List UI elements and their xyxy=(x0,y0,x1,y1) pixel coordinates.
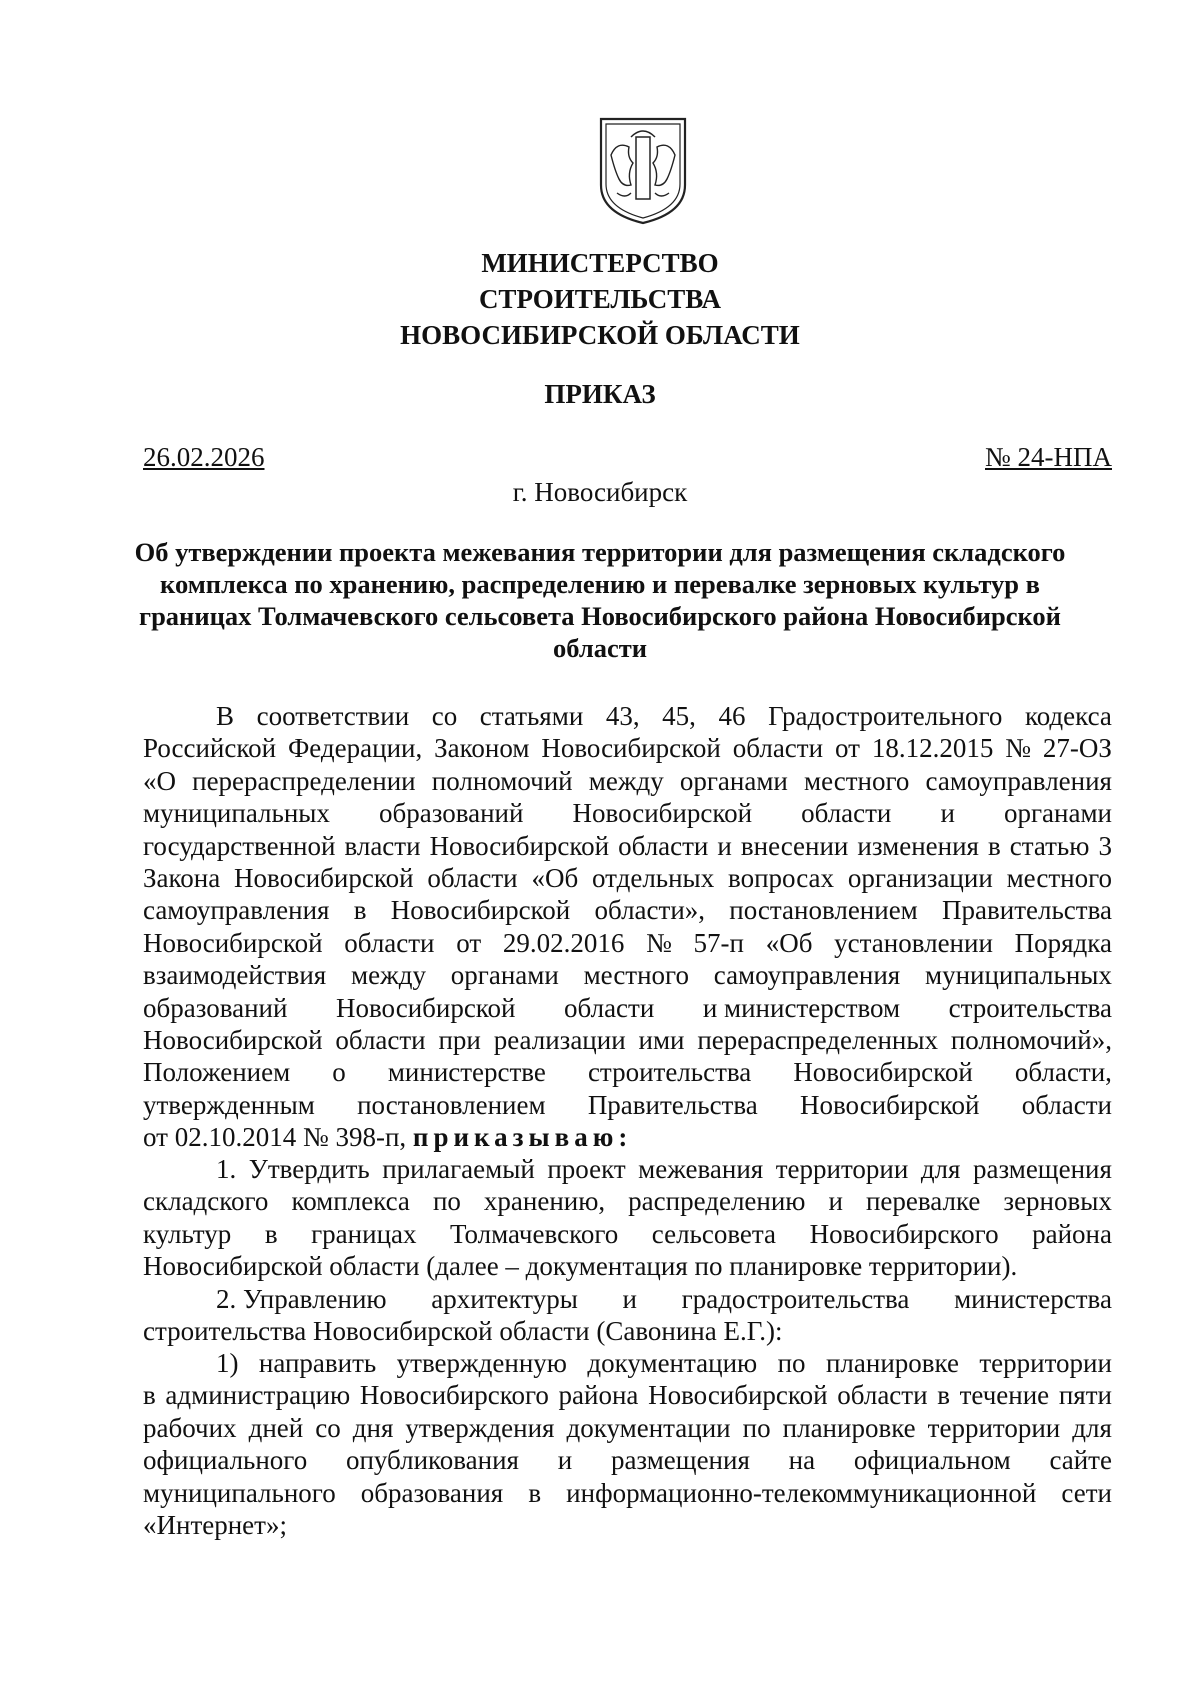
word: области xyxy=(732,733,824,764)
word: местного xyxy=(1006,863,1112,894)
word: 57-п xyxy=(693,927,744,958)
word: направить xyxy=(258,1348,377,1378)
word: статьями xyxy=(479,701,584,731)
word: официальном xyxy=(853,1445,1011,1476)
word: в xyxy=(528,1477,542,1508)
word: изменения xyxy=(857,830,979,861)
word: и xyxy=(940,798,955,829)
word: границах xyxy=(311,1218,417,1249)
word: культур xyxy=(143,1218,232,1249)
word: Градостроительного xyxy=(768,701,1003,731)
word: Новосибирской xyxy=(648,1380,828,1411)
word: Федерации, xyxy=(287,733,423,764)
word: Новосибирской xyxy=(793,1057,973,1088)
word: по xyxy=(777,1348,806,1378)
ministry-header-line: МИНИСТЕРСТВО xyxy=(481,248,719,278)
word: территории xyxy=(927,1412,1061,1443)
word: Правительства xyxy=(587,1089,758,1120)
word: В xyxy=(216,701,235,731)
word: в xyxy=(353,895,367,926)
word: Законом xyxy=(434,733,530,764)
word: 2. Управлению xyxy=(216,1283,387,1314)
word: Новосибирской xyxy=(143,927,323,958)
subject-line: комплекса по хранению, распределению и перевалке зерновых культур в xyxy=(160,569,1040,599)
word: складского xyxy=(143,1186,269,1217)
word: области xyxy=(344,927,435,958)
item-2-1-paragraph xyxy=(143,1347,1112,1541)
word: перевалке xyxy=(865,1186,981,1217)
preamble-line xyxy=(143,700,1112,732)
word: официального xyxy=(143,1445,308,1476)
word: 1) xyxy=(216,1348,239,1378)
word: 43, xyxy=(605,701,640,731)
word: Новосибирской xyxy=(541,733,721,764)
word: 3 xyxy=(1098,830,1112,861)
word: территории xyxy=(979,1348,1112,1378)
word: министерстве xyxy=(387,1057,546,1088)
word: области», xyxy=(594,895,706,926)
word: постановлением xyxy=(357,1089,546,1120)
word: Новосибирской xyxy=(390,895,571,926)
word: сети xyxy=(1061,1477,1112,1508)
word: в xyxy=(937,1380,950,1411)
word: Правительства xyxy=(942,895,1112,926)
word: проект xyxy=(547,1154,626,1184)
preamble-line xyxy=(143,992,1112,1024)
word: информационно-телекоммуникационной xyxy=(566,1477,1037,1508)
word: рабочих xyxy=(143,1412,237,1443)
word: образования xyxy=(360,1477,504,1508)
word: 1. xyxy=(216,1154,237,1184)
word: межевания xyxy=(638,1154,764,1184)
item-2-paragraph xyxy=(143,1315,1112,1347)
word: в xyxy=(143,1380,156,1411)
preamble-line xyxy=(143,1089,1112,1121)
item-1-line: Новосибирской области (далее – документация по планировке территории). xyxy=(143,1251,1018,1282)
coat-of-arms-emblem xyxy=(595,115,691,227)
word: документации xyxy=(566,1412,731,1443)
word: реализации xyxy=(493,1025,626,1056)
preamble-line xyxy=(143,862,1112,894)
ministry-header-line: НОВОСИБИРСКОЙ ОБЛАСТИ xyxy=(400,320,800,350)
preamble-line-start: от 02.10.2014 № 398-п, xyxy=(143,1122,407,1153)
word: Новосибирской xyxy=(143,1025,323,1056)
preamble-line xyxy=(143,732,1112,764)
word: администрацию xyxy=(165,1380,351,1411)
word: области xyxy=(427,863,518,894)
word: муниципального xyxy=(143,1477,336,1508)
word: от xyxy=(456,927,482,958)
word: статью xyxy=(1009,830,1090,861)
word: и xyxy=(557,1445,573,1476)
word: прилагаемый xyxy=(382,1154,535,1184)
word: утвержденную xyxy=(396,1348,567,1378)
word: 18.12.2015 xyxy=(871,733,994,764)
word: области xyxy=(564,992,655,1023)
word: № xyxy=(646,927,672,958)
word: в xyxy=(264,1218,278,1249)
word: течение xyxy=(959,1380,1050,1411)
word: Новосибирской xyxy=(234,863,414,894)
word: «О xyxy=(143,765,176,796)
word: «Об xyxy=(765,927,813,958)
word: муниципальных xyxy=(143,798,330,829)
word: Новосибирского xyxy=(359,1380,549,1411)
word: размещения xyxy=(972,1154,1112,1184)
word: Порядка xyxy=(1014,927,1112,958)
word: Толмачевского xyxy=(450,1218,619,1249)
word: Новосибирского xyxy=(809,1218,999,1249)
subject-line: области xyxy=(552,633,647,663)
word: внесении xyxy=(740,830,849,861)
preamble-line xyxy=(143,797,1112,829)
word: и министерством xyxy=(702,992,901,1023)
item-2-1-line xyxy=(143,1379,1112,1411)
word: со xyxy=(431,701,458,731)
word: в xyxy=(987,830,1001,861)
word: области xyxy=(1021,1089,1112,1120)
preamble-line xyxy=(143,894,1112,926)
preamble-line xyxy=(143,830,1112,862)
preamble-line xyxy=(143,1024,1112,1056)
preamble-line xyxy=(143,1056,1112,1088)
document-city: г. Новосибирск xyxy=(512,477,688,507)
word: отдельных xyxy=(592,863,715,894)
word: области xyxy=(618,830,709,861)
ministry-header xyxy=(0,245,1200,353)
word: полномочий xyxy=(431,765,573,796)
word: Новосибирской xyxy=(572,798,753,829)
word: местного xyxy=(804,765,910,796)
word: 45, xyxy=(662,701,696,731)
word: строительства xyxy=(948,992,1112,1023)
document-subject xyxy=(0,536,1200,664)
word: пяти xyxy=(1058,1380,1112,1411)
word: дней xyxy=(248,1412,304,1443)
word: дня xyxy=(352,1412,394,1443)
word: строительства xyxy=(587,1057,752,1088)
word: Новосибирской xyxy=(429,830,610,861)
item-1-line xyxy=(143,1218,1112,1250)
subject-line: границах Толмачевского сельсовета Новосибирского района Новосибирской xyxy=(139,601,1061,631)
word: района xyxy=(1032,1218,1112,1249)
word: организации xyxy=(847,863,993,894)
word: утвержденным xyxy=(143,1089,315,1120)
word: 46 xyxy=(718,701,746,731)
word: самоуправления xyxy=(713,960,901,991)
preamble-line xyxy=(143,959,1112,991)
word: власти xyxy=(344,830,421,861)
word: территории xyxy=(775,1154,909,1184)
word: района xyxy=(558,1380,639,1411)
word: и xyxy=(828,1186,843,1217)
preamble-line xyxy=(143,927,1112,959)
preamble-paragraph xyxy=(143,700,1112,1154)
word: органами xyxy=(679,765,788,796)
word: № xyxy=(1005,733,1031,764)
word: Утвердить xyxy=(248,1154,370,1184)
word: по xyxy=(432,1186,461,1217)
word: по xyxy=(742,1412,771,1443)
word: утверждения xyxy=(405,1412,555,1443)
item-2-1-line xyxy=(143,1347,1112,1379)
word: планировке xyxy=(782,1412,916,1443)
word: области xyxy=(335,1025,426,1056)
word: ими xyxy=(638,1025,685,1056)
word: планировке xyxy=(825,1348,959,1378)
word: перераспределенных xyxy=(697,1025,938,1056)
word: Новосибирской xyxy=(335,992,516,1023)
word: области, xyxy=(1014,1057,1112,1088)
item-1-paragraph xyxy=(143,1153,1112,1315)
item-1-line xyxy=(143,1153,1112,1185)
word: градостроительства xyxy=(681,1283,910,1314)
word: образований xyxy=(143,992,288,1023)
word: размещения xyxy=(610,1445,750,1476)
word: муниципальных xyxy=(925,960,1112,991)
word: 27-ОЗ xyxy=(1042,733,1112,764)
word: между xyxy=(351,960,426,991)
word: сайте xyxy=(1049,1445,1112,1476)
preamble-line xyxy=(143,765,1112,797)
word: архитектуры xyxy=(431,1283,578,1314)
document-number: № 24-НПА xyxy=(985,442,1112,472)
word: Новосибирской xyxy=(799,1089,980,1120)
item-2-1-line xyxy=(143,1477,1112,1509)
item-1-line xyxy=(143,1185,1112,1217)
word: взаимодействия xyxy=(143,960,327,991)
word: органами xyxy=(450,960,559,991)
word: образований xyxy=(379,798,524,829)
word: Закона xyxy=(143,863,221,894)
word: органами xyxy=(1003,798,1112,829)
item-2-line xyxy=(143,1283,1112,1315)
word: при xyxy=(438,1025,481,1056)
document-date: 26.02.2026 xyxy=(143,442,265,472)
word: для xyxy=(1072,1412,1112,1443)
word: хранению, xyxy=(483,1186,606,1217)
word: самоуправления xyxy=(143,895,330,926)
word: между xyxy=(588,765,664,796)
word: со xyxy=(315,1412,341,1443)
word: от xyxy=(834,733,860,764)
word: перераспределении xyxy=(192,765,416,796)
item-2-1-line xyxy=(143,1412,1112,1444)
word: области xyxy=(837,1380,928,1411)
word: местного xyxy=(583,960,689,991)
preamble-line xyxy=(143,1121,1112,1153)
item-2-1-line xyxy=(143,1444,1112,1476)
word: на xyxy=(788,1445,816,1476)
word: соответствии xyxy=(256,701,410,731)
word: 29.02.2016 xyxy=(502,927,625,958)
word: установлении xyxy=(834,927,993,958)
word: кодекса xyxy=(1024,701,1112,731)
word: министерства xyxy=(954,1283,1112,1314)
word: «Об xyxy=(531,863,579,894)
word: самоуправления xyxy=(925,765,1112,796)
item-2-line: строительства Новосибирской области (Савонина Е.Г.): xyxy=(143,1316,783,1346)
ministry-header-line: СТРОИТЕЛЬСТВА xyxy=(478,284,722,314)
word: области xyxy=(801,798,892,829)
word: о xyxy=(332,1057,346,1088)
word: распределению xyxy=(628,1186,806,1217)
word: Положением xyxy=(143,1057,291,1088)
word: и xyxy=(622,1283,637,1314)
word: зерновых xyxy=(1003,1186,1112,1217)
word: документацию xyxy=(587,1348,758,1378)
order-directive: приказываю: xyxy=(412,1122,633,1153)
word: Российской xyxy=(143,733,277,764)
subject-line: Об утверждении проекта межевания территории для размещения складского xyxy=(134,537,1066,567)
word: государственной xyxy=(143,830,336,861)
document-type: ПРИКАЗ xyxy=(544,379,656,409)
word: для xyxy=(920,1154,961,1184)
word: вопросах xyxy=(728,863,834,894)
word: опубликования xyxy=(345,1445,519,1476)
word: комплекса xyxy=(291,1186,410,1217)
word: полномочий», xyxy=(950,1025,1112,1056)
item-2-1-line: «Интернет»; xyxy=(143,1510,287,1541)
word: сельсовета xyxy=(651,1218,777,1249)
word: постановлением xyxy=(729,895,918,926)
word: и xyxy=(717,830,732,861)
